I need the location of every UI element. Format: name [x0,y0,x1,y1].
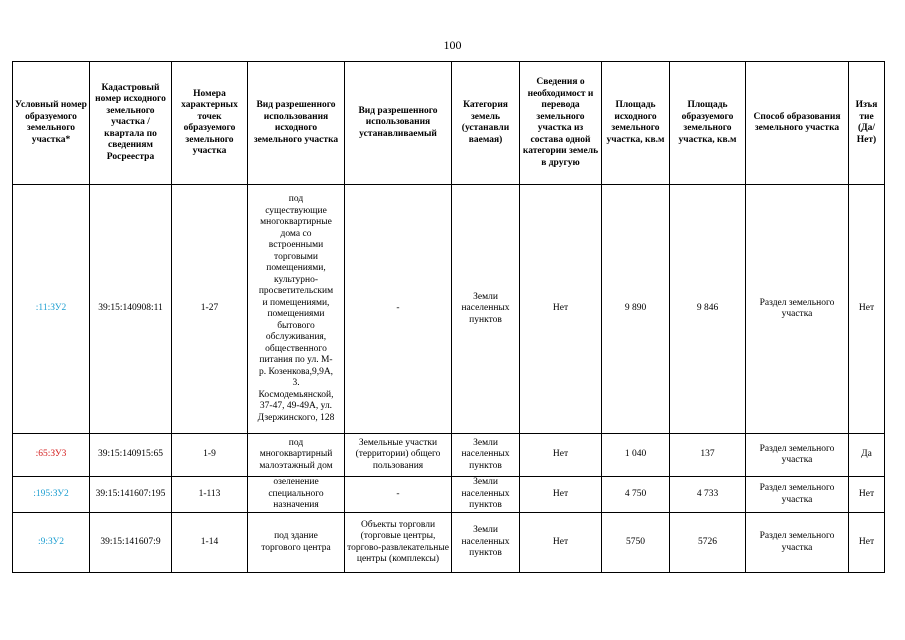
header-category: Категория земель (устанавли ваемая) [452,62,520,185]
seizure-flag: Нет [849,185,885,434]
source-allowed-use: озеленение специального назначения [248,477,345,513]
page-number: 100 [443,38,462,52]
formation-method: Раздел земельного участка [746,513,849,573]
category-transfer: Нет [520,477,602,513]
new-allowed-use: Земельные участки (территории) общего пользования [345,434,452,477]
new-area: 137 [670,434,746,477]
formation-method: Раздел земельного участка [746,434,849,477]
source-area: 4 750 [602,477,670,513]
source-area: 5750 [602,513,670,573]
point-numbers: 1-9 [172,434,248,477]
table-row [13,513,885,573]
land-category: Земли населенных пунктов [452,477,520,513]
source-area: 9 890 [602,185,670,434]
plot-id: :65:ЗУ3 [13,434,90,477]
new-area: 4 733 [670,477,746,513]
land-category: Земли населенных пунктов [452,434,520,477]
seizure-flag: Нет [849,513,885,573]
land-plots-table [12,61,885,573]
header-area-source: Площадь исходного земельного участка, кв.м [602,62,670,185]
seizure-flag: Да [849,434,885,477]
plot-id: :11:ЗУ2 [13,185,90,434]
header-seizure: Изъя тие (Да/ Нет) [849,62,885,185]
source-allowed-use: под существующие многоквартирные дома со встроенными торговыми помещениями, культурно- просветительским и помещениями, помещениями бытового обслуживания, общественного питания по ул. М- р. Козенкова,9,9А, 3. Космодемьянской, 37-47, 49-49А, ул. Дзержинского, 128 [248,185,345,434]
table-header-row [13,62,885,185]
table-row [13,477,885,513]
point-numbers: 1-27 [172,185,248,434]
header-area-new: Площадь образуемого земельного участка, кв.м [670,62,746,185]
source-area: 1 040 [602,434,670,477]
header-new-use: Вид разрешенного использования устанавливаемый [345,62,452,185]
land-category: Земли населенных пунктов [452,185,520,434]
category-transfer: Нет [520,185,602,434]
cadastral-number: 39:15:141607:9 [90,513,172,573]
header-cadastral: Кадастровый номер исходного земельного участка / квартала по сведениям Росреестра [90,62,172,185]
new-allowed-use: - [345,477,452,513]
plot-id: :9:ЗУ2 [13,513,90,573]
formation-method: Раздел земельного участка [746,185,849,434]
point-numbers: 1-14 [172,513,248,573]
cadastral-number: 39:15:140915:65 [90,434,172,477]
category-transfer: Нет [520,513,602,573]
header-transfer: Сведения о необходимост и перевода земельного участка из состава одной категории земель в другую [520,62,602,185]
header-points: Номера характерных точек образуемого земельного участка [172,62,248,185]
point-numbers: 1-113 [172,477,248,513]
source-allowed-use: под многоквартирный малоэтажный дом [248,434,345,477]
formation-method: Раздел земельного участка [746,477,849,513]
seizure-flag: Нет [849,477,885,513]
cadastral-number: 39:15:141607:195 [90,477,172,513]
new-area: 9 846 [670,185,746,434]
category-transfer: Нет [520,434,602,477]
header-plot-id: Условный номер образуемого земельного участка* [13,62,90,185]
plot-id: :195:ЗУ2 [13,477,90,513]
new-area: 5726 [670,513,746,573]
header-method: Способ образования земельного участка [746,62,849,185]
land-category: Земли населенных пунктов [452,513,520,573]
table-row [13,185,885,434]
new-allowed-use: Объекты торговли (торговые центры, торгово-развлекательные центры (комплексы) [345,513,452,573]
table-row [13,434,885,477]
new-allowed-use: - [345,185,452,434]
cadastral-number: 39:15:140908:11 [90,185,172,434]
source-allowed-use: под здание торгового центра [248,513,345,573]
header-source-use: Вид разрешенного использования исходного земельного участка [248,62,345,185]
